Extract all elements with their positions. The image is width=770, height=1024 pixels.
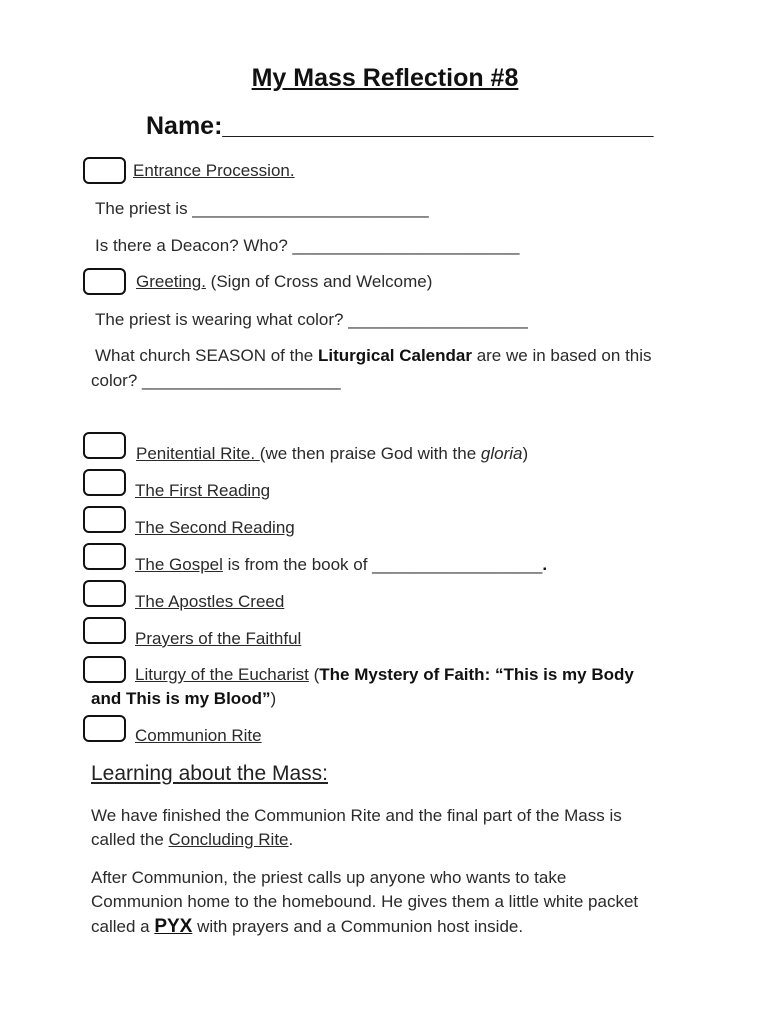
learning-p2-line2: Communion home to the homebound. He gives them a little white packet: [91, 892, 639, 911]
checkbox-prayers[interactable]: [83, 617, 126, 644]
checkbox-second-reading[interactable]: [83, 506, 126, 533]
eucharist-line2: [91, 689, 276, 709]
deacon-line[interactable]: Is there a Deacon? Who? ________________________: [95, 236, 520, 255]
checkbox-gospel[interactable]: [83, 543, 126, 570]
season-pre: What church SEASON of the: [95, 346, 318, 365]
color-question[interactable]: The priest is wearing what color? ___________________: [95, 310, 528, 329]
item-gospel-row: [135, 555, 547, 575]
eucharist-open: (: [308, 665, 320, 684]
eucharist-close: ): [270, 689, 277, 708]
item-eucharist: Liturgy of the Eucharist: [135, 665, 309, 684]
item-penitential: Penitential Rite.: [136, 444, 260, 463]
page-title: My Mass Reflection #8: [251, 64, 519, 92]
gospel-dot: .: [542, 555, 548, 574]
learning-p2-line3: [91, 915, 523, 939]
mystery-of-faith: The Mystery of Faith: “This is my Body: [319, 665, 634, 684]
penitential-note-post: ): [522, 444, 529, 463]
learning-heading: Learning about the Mass:: [91, 762, 328, 785]
season-post: are we in based on this: [471, 346, 652, 365]
item-gospel: The Gospel: [135, 555, 223, 574]
greeting-note: (Sign of Cross and Welcome): [205, 272, 433, 291]
gospel-note[interactable]: is from the book of __________________: [222, 555, 543, 574]
checkbox-eucharist[interactable]: [83, 656, 126, 683]
item-first-reading: The First Reading: [135, 481, 271, 500]
checkbox-communion[interactable]: [83, 715, 126, 742]
item-entrance: Entrance Procession.: [133, 161, 295, 180]
checkbox-greeting[interactable]: [83, 268, 126, 295]
learning-p1-line2: [91, 828, 293, 852]
item-greeting-row: [136, 272, 432, 292]
concluding-rite: Concluding Rite: [168, 830, 289, 849]
item-creed: The Apostles Creed: [135, 592, 285, 611]
season-question: [95, 346, 652, 366]
checkbox-entrance[interactable]: [83, 157, 126, 184]
penitential-note-pre: (we then praise God with the: [259, 444, 481, 463]
learning-p2-line1: After Communion, the priest calls up anyone who wants to take: [91, 868, 567, 887]
p2-pre: called a: [91, 917, 155, 936]
item-prayers: Prayers of the Faithful: [135, 629, 302, 648]
checkbox-creed[interactable]: [83, 580, 126, 607]
season-answer-line[interactable]: color? _____________________: [91, 371, 341, 390]
priest-is-line[interactable]: The priest is _________________________: [95, 199, 429, 218]
gloria: gloria: [480, 444, 523, 463]
p1-pre: called the: [91, 830, 169, 849]
p1-post: .: [288, 830, 294, 849]
name-field[interactable]: Name:_______________________________: [146, 112, 654, 140]
item-penitential-row: [136, 444, 528, 464]
item-greeting: Greeting.: [136, 272, 206, 291]
pyx: PYX: [154, 916, 193, 937]
item-communion: Communion Rite: [135, 726, 262, 745]
item-second-reading: The Second Reading: [135, 518, 295, 537]
liturgical-calendar: Liturgical Calendar: [317, 346, 472, 365]
item-eucharist-row: [135, 665, 634, 685]
checkbox-penitential[interactable]: [83, 432, 126, 459]
learning-p1-line1: We have finished the Communion Rite and the final part of the Mass is: [91, 806, 622, 825]
mystery-of-faith-cont: and This is my Blood”: [91, 689, 271, 708]
p2-post: with prayers and a Communion host inside.: [192, 917, 524, 936]
checkbox-first-reading[interactable]: [83, 469, 126, 496]
